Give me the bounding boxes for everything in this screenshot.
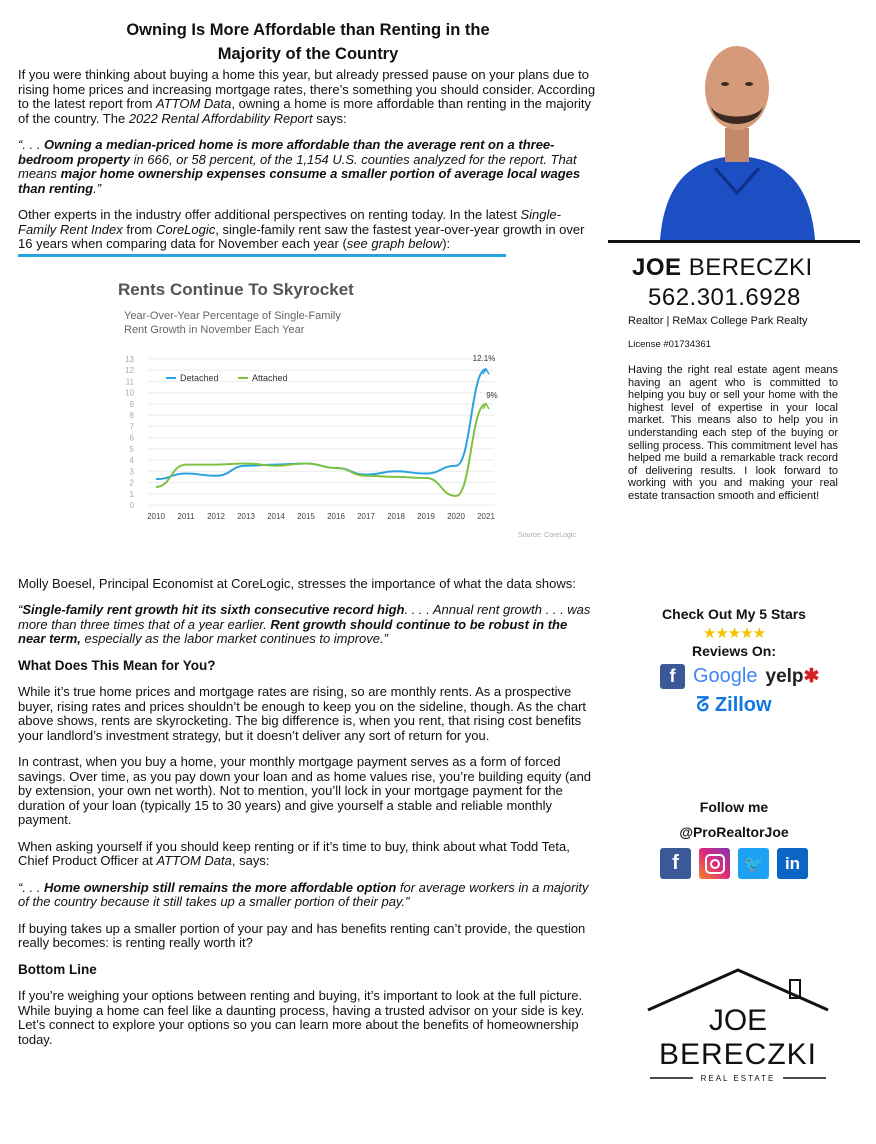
heading-what-does-this-mean: What Does This Mean for You?: [18, 657, 216, 673]
legend-label-attached: Attached: [252, 372, 288, 383]
bottom-line-paragraph: If you’re weighing your options between renting and buying, it’s important to look at the full picture. While buying a home can feel like a daunting process, having a trusted advisor on your side is key. Let’s connect to explore your options so you can learn more about the benefits of homeownership today.: [18, 988, 585, 1047]
agent-photo: [655, 18, 820, 240]
zillow-icon: ᘔ: [696, 694, 710, 716]
x-tick-label: 2011: [177, 511, 195, 521]
chart-subtitle-2: Rent Growth in November Each Year: [124, 323, 305, 336]
x-tick-label: 2015: [297, 511, 315, 521]
name-divider: [608, 240, 860, 243]
y-tick-label: 7: [129, 421, 134, 431]
heading-bottom-line: Bottom Line: [18, 961, 97, 977]
reviews-on-label: Reviews On:: [691, 643, 777, 659]
y-tick-label: 9: [129, 399, 134, 409]
x-tick-label: 2012: [207, 511, 225, 521]
y-tick-label: 10: [125, 388, 134, 398]
series-line-detached: [156, 369, 486, 479]
x-tick-label: 2016: [327, 511, 345, 521]
legend-label-detached: Detached: [180, 372, 219, 383]
social-icons: [660, 848, 808, 879]
boesel-paragraph: Molly Boesel, Principal Economist at CoreLogic, stresses the importance of what the data shows:: [18, 575, 576, 591]
y-tick-label: 1: [129, 489, 134, 499]
y-tick-label: 6: [129, 433, 134, 443]
yelp-review-link[interactable]: yelp✱: [765, 666, 820, 687]
y-tick-label: 11: [125, 376, 134, 386]
five-stars-rating: ★★★★★: [702, 625, 766, 642]
agent-phone[interactable]: 562.301.6928: [648, 284, 801, 311]
chart-title: Rents Continue To Skyrocket: [118, 279, 354, 299]
google-review-link[interactable]: Google: [693, 665, 758, 687]
quote-attom: “. . . Owning a median-priced home is more affordable than the average rent on a three-bedroom property in 666, or 58 percent, of the 1,154 U.S. counties analyzed for the report. That means major home ownership expenses consume a smaller portion of average local wages than renting.”: [18, 137, 581, 196]
y-tick-label: 5: [129, 444, 134, 454]
x-tick-label: 2018: [387, 511, 405, 521]
rent-chart: [118, 267, 588, 557]
follow-me-label: Follow me: [699, 799, 769, 815]
instagram-icon[interactable]: [699, 848, 730, 879]
social-handle[interactable]: @ProRealtorJoe: [679, 824, 789, 840]
zillow-review-link[interactable]: ᘔ Zillow: [696, 694, 772, 716]
quote-teta: “. . . Home ownership still remains the more affordable option for average workers in a majority of the country because it still takes up a smaller portion of their pay.”: [18, 879, 589, 909]
logo-real-estate: REAL ESTATE: [700, 1074, 776, 1083]
agent-brokerage: Realtor | ReMax College Park Realty: [628, 315, 808, 327]
article: [18, 18, 598, 1059]
rent-paragraph: While it’s true home prices and mortgage rates are rising, so are monthly rents. As a prospective buyer, rising rates and prices shouldn’t be enough to keep you on the sideline, though. As the chart above shows, rents are skyrocketing. The big difference is, when you rent, that rising cost benefits your landlord’s investment strategy, but it doesn’t deliver any sort of return for you.: [18, 684, 587, 743]
x-tick-label: 2014: [267, 511, 285, 521]
logo-first-name: JOE: [708, 1004, 768, 1037]
x-tick-label: 2021: [477, 511, 495, 521]
y-tick-label: 4: [129, 455, 134, 465]
twitter-icon[interactable]: 🐦: [738, 848, 769, 879]
x-tick-label: 2013: [237, 511, 255, 521]
chart-subtitle-1: Year-Over-Year Percentage of Single-Family: [124, 309, 341, 322]
x-tick-label: 2020: [447, 511, 465, 521]
agent-license: License #01734361: [628, 339, 711, 350]
agent-name: JOE BERECZKI: [632, 254, 813, 281]
chart-divider: [18, 254, 506, 257]
y-tick-label: 13: [125, 354, 134, 364]
article-title: Owning Is More Affordable than Renting in the Majority of the Country: [126, 21, 490, 63]
data-label-detached: 12.1%: [472, 353, 496, 363]
corelogic-paragraph: Other experts in the industry offer additional perspectives on renting today. In the latest Single-Family Rent Index from CoreLogic, single-family rent saw the fastest year-over-year growth in over 16 years when comparing data for November each year (see graph below):: [18, 207, 585, 251]
agent-bio: Having the right real estate agent means having an agent who is committed to helping you buy or sell your home with the highest level of expertise in your local market. This means also to help you in understanding each step of the buying or selling process. This commitment level has helped me build a remarkable track record of delivering results. I look forward to working with you and making your real estate transaction smooth and efficient!: [628, 364, 838, 502]
teta-paragraph: When asking yourself if you should keep renting or if it’s time to buy, think about what Todd Teta, Chief Product Officer at ATTOM Data, says:: [18, 838, 570, 868]
y-tick-label: 0: [129, 500, 134, 510]
y-tick-label: 8: [129, 410, 134, 420]
rent-chart-svg: [118, 267, 588, 557]
intro-paragraph: If you were thinking about buying a home this year, but already pressed pause on your plans due to rising home prices and increasing mortgage rates, there’s something you should consider. According to the latest report from ATTOM Data, owning a home is more affordable than renting in the majority of the country. The 2022 Rental Affordability Report says:: [18, 67, 596, 126]
quote-boesel: “Single-family rent growth hit its sixth consecutive record high. . . . Annual rent growth . . . was more than three times that of a year earlier. Rent growth should continue to be robust in the near term, especially as the labor market continues to improve.”: [18, 602, 591, 646]
joe-bereczki-logo: [638, 968, 838, 1088]
x-tick-label: 2019: [417, 511, 435, 521]
facebook-icon[interactable]: f: [660, 848, 691, 879]
question-paragraph: If buying takes up a smaller portion of your pay and has benefits renting can’t provide, the question really becomes: is renting really worth it?: [18, 920, 586, 950]
contrast-paragraph: In contrast, when you buy a home, your monthly mortgage payment serves as a form of forced savings. Over time, as you pay down your loan and as home values rise, you’re building equity (and by extension, your own net worth). Not to mention, you’ll lock in your mortgage payment for the duration of your loan (typically 15 to 30 years) and give yourself a stable and reliable monthly payment.: [18, 754, 592, 827]
facebook-review-icon[interactable]: f: [660, 664, 685, 689]
logo-last-name: BERECZKI: [658, 1038, 818, 1071]
data-label-attached: 9%: [486, 390, 498, 400]
x-tick-label: 2010: [147, 511, 165, 521]
linkedin-icon[interactable]: in: [777, 848, 808, 879]
chart-source: Source: CoreLogic: [518, 531, 576, 539]
review-sites: [660, 664, 819, 689]
x-tick-label: 2017: [357, 511, 375, 521]
y-tick-label: 3: [129, 466, 134, 476]
stars-title: Check Out My 5 Stars: [662, 606, 806, 622]
yelp-burst-icon: ✱: [803, 666, 820, 687]
y-tick-label: 12: [125, 365, 134, 375]
y-tick-label: 2: [129, 478, 134, 488]
